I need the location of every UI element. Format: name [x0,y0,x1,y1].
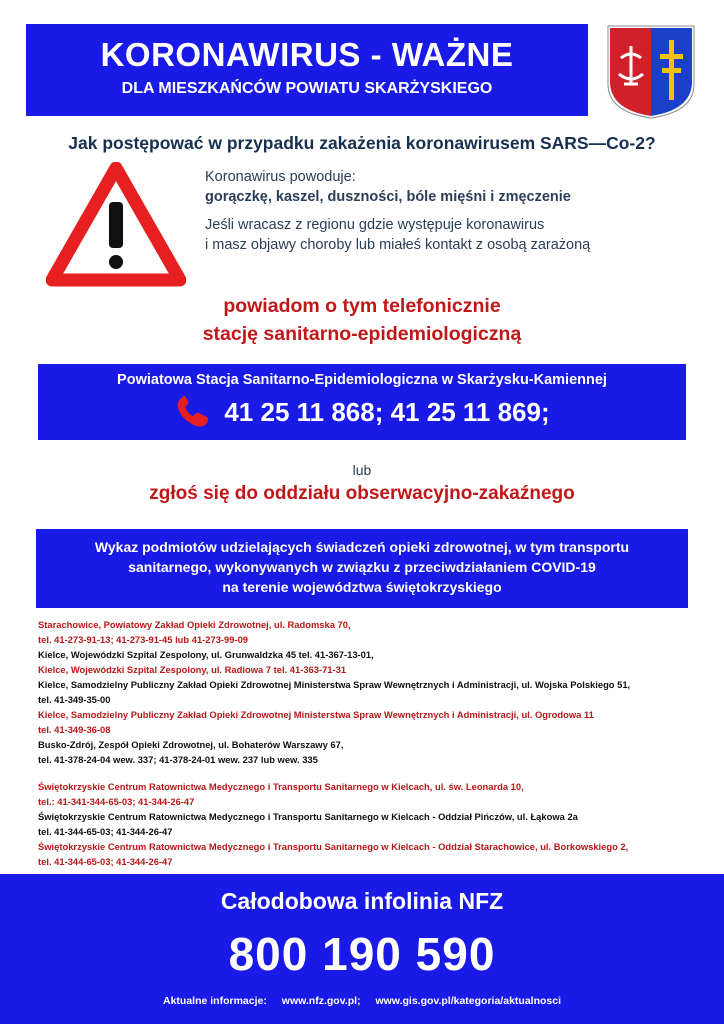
condition-line-2: i masz objawy choroby lub miałeś kontakt z osobą zarażoną [205,237,591,253]
facility-name: Kielce, Wojewódzki Szpital Zespolony, ul. Grunwaldzka 45 tel. 41-367-13-01, [38,649,374,660]
facility-name: Kielce, Samodzielny Publiczny Zakład Opieki Zdrowotnej Ministerstwa Spraw Wewnętrznych i Administracji, ul. Wojska Polskiego 51, [38,679,631,690]
facility-name: Busko-Zdrój, Zespół Opieki Zdrowotnej, ul. Bohaterów Warszawy 67, [38,739,344,750]
facility-list-header [36,529,688,608]
header-banner [26,24,588,116]
gis-link[interactable]: www.gis.gov.pl/kategoria/aktualnosci [375,995,561,1007]
notify-line-2: stację sanitarno-epidemiologiczną [202,323,522,345]
report-message: zgłoś się do oddziału obserwacyjno-zakaźnego [149,483,575,504]
nfz-banner [0,874,724,1024]
facility-name: Świętokrzyskie Centrum Ratownictwa Medycznego i Transportu Sanitarnego w Kielcach - Oddział Starachowice, ul. Borkowskiego 2, [38,841,629,852]
facility-phone: tel. 41-349-35-00 [38,694,111,705]
or-text: lub [352,462,372,478]
facility-item [38,647,718,662]
facility-item [38,617,718,647]
symptoms-intro: Koronawirus powoduje: [205,169,356,185]
symptoms-block [205,167,705,255]
station-name: Powiatowa Stacja Sanitarno-Epidemiologiczna w Skarżysku-Kamiennej [117,372,607,388]
warning-triangle-icon [46,162,186,287]
facility-phone: tel. 41-273-91-13; 41-273-91-45 lub 41-273-99-09 [38,634,249,645]
facility-name: Świętokrzyskie Centrum Ratownictwa Medycznego i Transportu Sanitarnego w Kielcach, ul. św. Leonarda 10, [38,781,524,792]
facility-item [38,662,718,677]
station-phones: 41 25 11 868; 41 25 11 869; [224,396,550,427]
symptoms-list: gorączkę, kaszel, duszności, bóle mięśni i zmęczenie [205,189,571,205]
notify-message [0,292,724,348]
list-header-line-1: Wykaz podmiotów udzielających świadczeń opieki zdrowotnej, w tym transportu [94,539,630,555]
list-header-line-2: sanitarnego, wykonywanych w związku z przeciwdziałaniem COVID-19 [128,559,596,575]
condition-line-1: Jeśli wracasz z regionu gdzie występuje koronawirus [205,217,545,233]
facility-item [38,707,718,737]
info-label: Aktualne informacje: [163,995,267,1007]
facility-item [38,839,718,869]
nfz-link[interactable]: www.nfz.gov.pl; [281,995,361,1007]
page-subtitle: DLA MIESZKAŃCÓW POWIATU SKARŻYSKIEGO [121,80,493,97]
facility-name: Kielce, Wojewódzki Szpital Zespolony, ul. Radiowa 7 tel. 41-363-71-31 [38,664,347,675]
station-phone-row [38,394,686,430]
phone-icon [174,394,214,430]
facility-name: Starachowice, Powiatowy Zakład Opieki Zdrowotnej, ul. Radomska 70, [38,619,351,630]
list-header-line-3: na terenie województwa świętokrzyskiego [222,579,502,595]
facility-item [38,677,718,707]
facility-item [38,779,718,809]
facility-phone: tel.: 41-341-344-65-03; 41-344-26-47 [38,796,195,807]
station-banner [38,364,686,440]
facility-phone: tel. 41-378-24-04 wew. 337; 41-378-24-01 wew. 237 lub wew. 335 [38,754,318,765]
notify-line-1: powiadom o tym telefonicznie [223,295,501,317]
facility-phone: tel. 41-349-36-08 [38,724,111,735]
facility-name: Świętokrzyskie Centrum Ratownictwa Medycznego i Transportu Sanitarnego w Kielcach - Oddział Pińczów, ul. Łąkowa 2a [38,811,578,822]
nfz-hotline-number[interactable]: 800 190 590 [228,928,496,980]
page-title: KORONAWIRUS - WAŻNE [100,36,514,73]
facility-phone: tel. 41-344-65-03; 41-344-26-47 [38,856,173,867]
nfz-info-row [0,995,724,1007]
facility-phone: tel. 41-344-65-03; 41-344-26-47 [38,826,173,837]
nfz-title: Całodobowa infolinia NFZ [220,888,504,914]
coat-of-arms-icon [606,24,696,120]
facility-item [38,737,718,767]
facility-name: Kielce, Samodzielny Publiczny Zakład Opieki Zdrowotnej Ministerstwa Spraw Wewnętrznych i Administracji, ul. Ogrodowa 11 [38,709,594,720]
question-heading: Jak postępować w przypadku zakażenia koronawirusem SARS—Co-2? [68,133,656,153]
facility-list [38,617,718,869]
facility-item [38,809,718,839]
